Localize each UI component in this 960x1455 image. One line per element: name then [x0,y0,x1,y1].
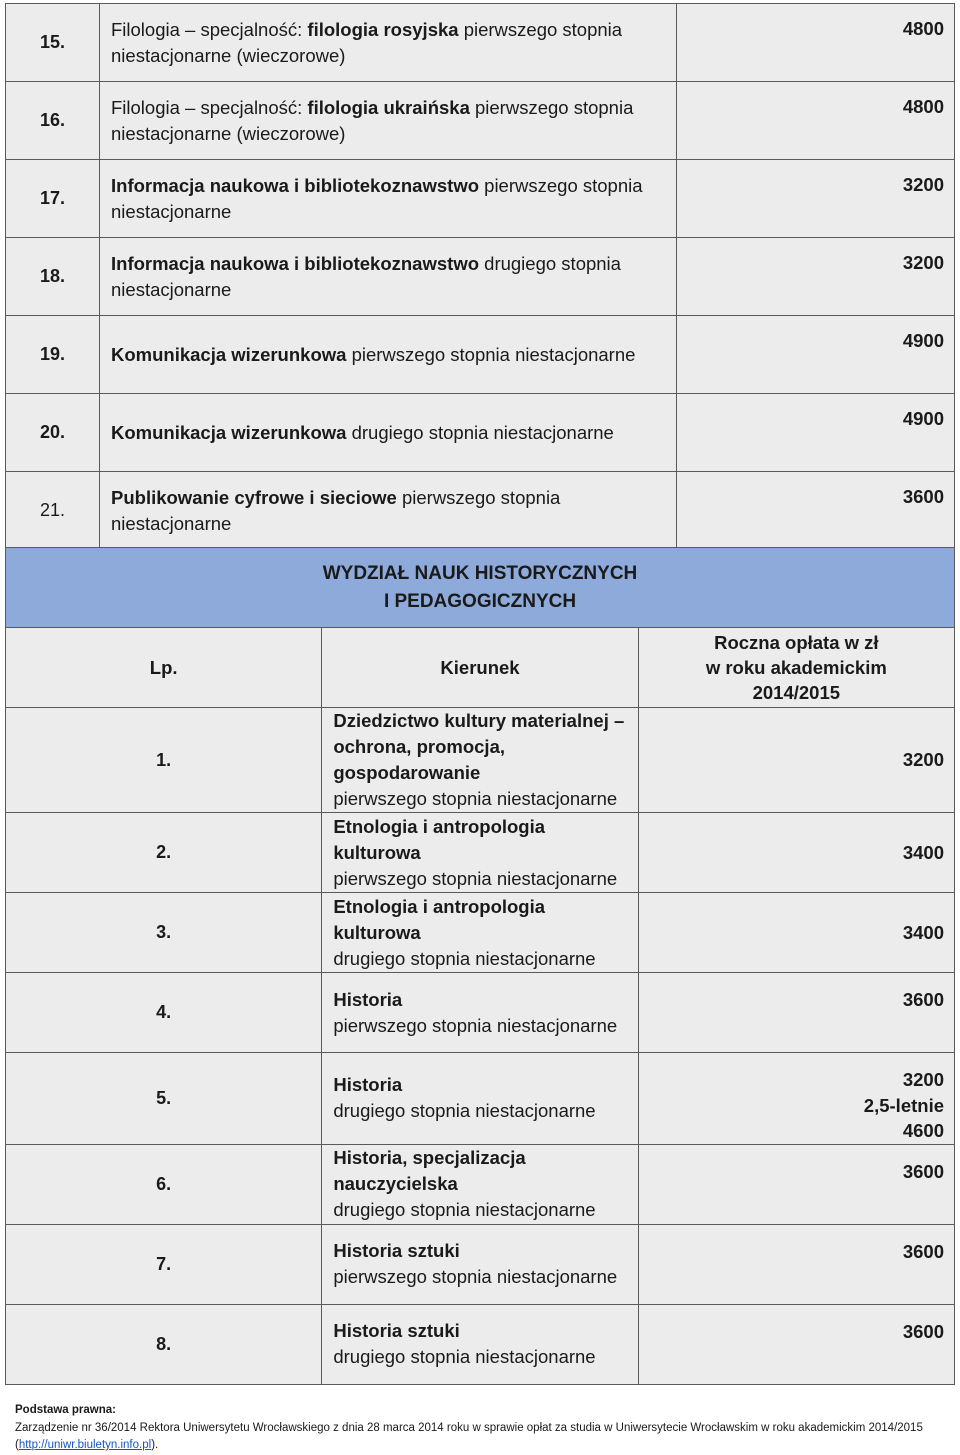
program-detail: pierwszego stopnia niestacjonarne [111,174,643,222]
table-row [6,1224,955,1304]
row-number: 6. [6,1144,322,1224]
program-detail: Filologia – specjalność: [111,96,308,118]
study-program [322,893,638,973]
study-program [100,394,677,472]
program-name: Publikowanie cyfrowe i sieciowe [111,486,397,508]
row-number: 19. [6,316,100,394]
bulletin-link[interactable]: http://uniwr.biuletyn.info.pl [18,1439,152,1451]
table-row [6,4,955,82]
column-header-kierunek: Kierunek [322,628,638,708]
program-level: pierwszego stopnia niestacjonarne [333,788,618,809]
program-name: Komunikacja wizerunkowa [111,421,347,443]
study-program [322,973,638,1053]
annual-fee: 3200 [677,238,955,316]
table-row [6,708,955,813]
fee-value: 3600 [902,989,944,1010]
row-number: 2. [6,813,322,893]
program-level: pierwszego stopnia niestacjonarne [333,867,618,889]
fee-value: 3600 [902,1320,944,1342]
program-name: Historia sztuki [333,1320,460,1341]
row-number: 5. [6,1053,322,1145]
program-name: Informacja naukowa i bibliotekoznawstwo [111,252,480,274]
program-level: pierwszego stopnia niestacjonarne [333,1014,618,1036]
study-program [322,813,638,893]
row-number: 18. [6,238,100,316]
annual-fee: 4900 [677,316,955,394]
annual-fee [638,893,954,973]
program-level: drugiego stopnia niestacjonarne [333,1346,596,1367]
program-name: Informacja naukowa i bibliotekoznawstwo [111,174,480,196]
program-name: Komunikacja wizerunkowa [111,343,347,365]
annual-fee [638,1224,954,1304]
program-name: Etnologia i antropologia kulturowa [333,815,546,863]
legal-basis-body: Zarządzenie nr 36/2014 Rektora Uniwersytetu Wrocławskiego z dnia 28 marca 2014 roku w sprawie opłat za studia w Uniwersytecie Wrocławskim w roku akademickim 2014/2015 ( [15,1421,923,1451]
row-number: 20. [6,394,100,472]
faculty-header-row [6,548,955,628]
table-row [6,1053,955,1145]
program-name: Historia [333,988,403,1010]
legal-basis-text [15,1420,945,1455]
study-program [322,1224,638,1304]
program-name: Dziedzictwo kultury materialnej – ochrona, promocja, gospodarowanie [333,710,625,783]
faculty-fees-table [5,547,955,1385]
program-name: filologia rosyjska [307,18,459,40]
program-detail: pierwszego stopnia niestacjonarne (wieczorowe) [111,96,634,144]
fee-value: 3200 [902,1069,944,1090]
table-row [6,813,955,893]
study-program [322,1144,638,1224]
study-program [322,708,638,813]
fee-value: 2,5-letnie [863,1094,944,1116]
fee-value: 3400 [902,921,944,943]
fee-header-line1: Roczna opłata w zł [714,632,879,653]
study-program [100,160,677,238]
annual-fee [638,973,954,1053]
row-number: 3. [6,893,322,973]
legal-basis-label: Podstawa prawna: [15,1404,116,1416]
fee-value: 3400 [902,841,944,863]
row-number: 15. [6,4,100,82]
study-program [100,316,677,394]
faculty-title [6,548,955,628]
program-name: filologia ukraińska [307,96,470,118]
table-row [6,160,955,238]
program-detail: drugiego stopnia niestacjonarne [111,252,621,300]
annual-fee [638,1144,954,1224]
program-level: drugiego stopnia niestacjonarne [333,1100,596,1122]
annual-fee [638,708,954,813]
annual-fee [638,813,954,893]
table-row [6,82,955,160]
fee-value: 3600 [902,1240,944,1262]
legal-basis-footer [15,1402,945,1455]
row-number: 17. [6,160,100,238]
program-name: Historia [333,1074,403,1096]
fee-value: 3200 [902,749,944,771]
study-program [100,472,677,550]
fees-table-continued [5,3,955,550]
faculty-title-line2: I PEDAGOGICZNYCH [383,590,577,612]
column-header-row [6,628,955,708]
program-name: Historia sztuki [333,1240,460,1261]
annual-fee: 3200 [677,160,955,238]
program-detail: pierwszego stopnia niestacjonarne [111,486,561,534]
table-row [6,394,955,472]
table-row [6,1144,955,1224]
program-detail: pierwszego stopnia niestacjonarne (wieczorowe) [111,18,623,66]
faculty-title-line1: WYDZIAŁ NAUK HISTORYCZNYCH [322,562,638,584]
annual-fee: 4900 [677,394,955,472]
program-detail: pierwszego stopnia niestacjonarne [346,343,636,365]
fee-header-line2: w roku akademickim [705,657,887,678]
column-header-lp: Lp. [6,628,322,708]
table-row [6,472,955,550]
column-header-fee [638,628,954,708]
study-program [100,82,677,160]
fee-header-line3: 2014/2015 [752,682,841,703]
table-row [6,238,955,316]
annual-fee: 4800 [677,82,955,160]
program-name: Historia, specjalizacja nauczycielska [333,1147,526,1194]
table-row [6,893,955,973]
program-name: Etnologia i antropologia kulturowa [333,895,546,943]
program-level: pierwszego stopnia niestacjonarne [333,1266,618,1287]
annual-fee: 4800 [677,4,955,82]
row-number: 8. [6,1304,322,1384]
study-program [100,238,677,316]
study-program [100,4,677,82]
program-detail: Filologia – specjalność: [111,18,308,40]
row-number: 4. [6,973,322,1053]
program-detail: drugiego stopnia niestacjonarne [346,421,614,443]
legal-basis-end: ). [151,1439,159,1451]
annual-fee: 3600 [677,472,955,550]
table-row [6,316,955,394]
fee-value: 3600 [902,1160,944,1182]
row-number: 21. [6,472,100,550]
fee-value: 4600 [902,1120,944,1141]
row-number: 16. [6,82,100,160]
annual-fee [638,1304,954,1384]
program-level: drugiego stopnia niestacjonarne [333,1199,596,1220]
row-number: 7. [6,1224,322,1304]
table-row [6,973,955,1053]
annual-fee [638,1053,954,1145]
study-program [322,1304,638,1384]
program-level: drugiego stopnia niestacjonarne [333,947,596,969]
study-program [322,1053,638,1145]
table-row [6,1304,955,1384]
row-number: 1. [6,708,322,813]
